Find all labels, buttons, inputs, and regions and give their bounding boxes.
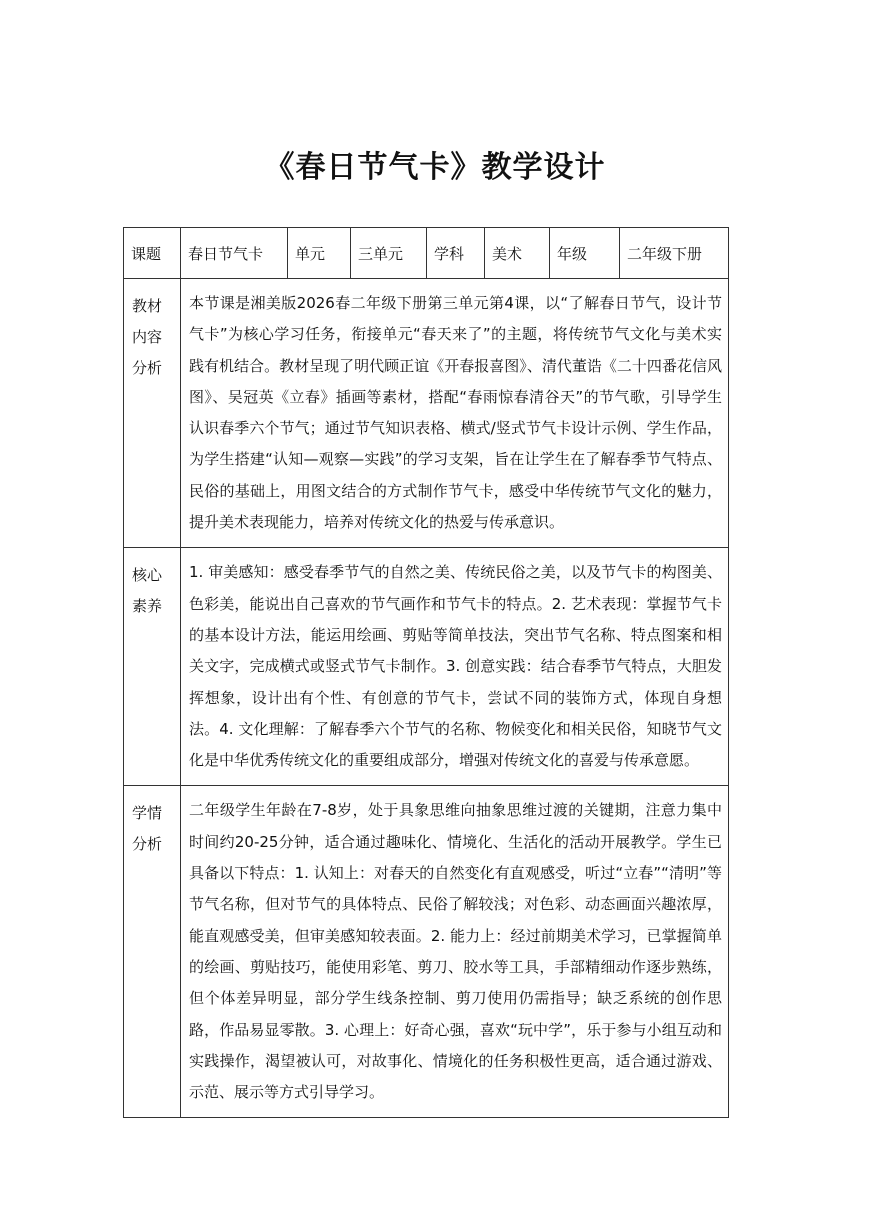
lesson-label: 课题 (124, 228, 181, 279)
section-text: 二年级学生年龄在7-8岁，处于具象思维向抽象思维过渡的关键期，注意力集中时间约20-25分钟，适合通过趣味化、情境化、生活化的活动开展教学。学生已具备以下特点：1. 认知上：对春天的自然变化有直观感受，听过“立春”“清明”等节气名称，但对节气的具体特点、民俗了解较浅；对色彩、动态画面兴趣浓厚，能直观感受美，但审美感知较表面。2. 能力上：经过前期美术学习，已掌握简单的绘画、剪贴技巧，能使用彩笔、剪刀、胶水等工具，手部精细动作逐步熟练，但个体差异明显，部分学生线条控制、剪刀使用仍需指导；缺乏系统的创作思路，作品易显零散。3. 心理上：好奇心强，喜欢“玩中学”，乐于参与小组互动和实践操作，渴望被认可，对故事化、情境化的任务积极性更高，适合通过游戏、示范、展示等方式引导学习。 (181, 786, 729, 1118)
lesson-plan-table (123, 227, 729, 1118)
section-row-student-analysis (124, 786, 729, 1118)
section-label: 核心素养 (124, 548, 181, 786)
section-text: 本节课是湘美版2026春二年级下册第三单元第4课，以“了解春日节气，设计节气卡”为核心学习任务，衔接单元“春天来了”的主题，将传统节气文化与美术实践有机结合。教材呈现了明代顾正谊《开春报喜图》、清代董诰《二十四番花信风图》、吴冠英《立春》插画等素材，搭配“春雨惊春清谷天”的节气歌，引导学生认识春季六个节气；通过节气知识表格、横式/竖式节气卡设计示例、学生作品，为学生搭建“认知—观察—实践”的学习支架，旨在让学生在了解春季节气特点、民俗的基础上，用图文结合的方式制作节气卡，感受中华传统节气文化的魅力，提升美术表现能力，培养对传统文化的热爱与传承意识。 (181, 279, 729, 548)
section-label: 学情分析 (124, 786, 181, 1118)
section-text: 1. 审美感知：感受春季节气的自然之美、传统民俗之美，以及节气卡的构图美、色彩美，能说出自己喜欢的节气画作和节气卡的特点。2. 艺术表现：掌握节气卡的基本设计方法，能运用绘画、剪贴等简单技法，突出节气名称、特点图案和相关文字，完成横式或竖式节气卡制作。3. 创意实践：结合春季节气特点，大胆发挥想象，设计出有个性、有创意的节气卡，尝试不同的装饰方式，体现自身想法。4. 文化理解：了解春季六个节气的名称、物候变化和相关民俗，知晓节气文化是中华优秀传统文化的重要组成部分，增强对传统文化的喜爱与传承意愿。 (181, 548, 729, 786)
section-row-textbook-analysis (124, 279, 729, 548)
grade-value: 二年级下册 (620, 228, 729, 279)
section-row-core-literacy (124, 548, 729, 786)
subject-label: 学科 (427, 228, 485, 279)
unit-label: 单元 (288, 228, 351, 279)
section-label: 教材内容分析 (124, 279, 181, 548)
lesson-value: 春日节气卡 (181, 228, 288, 279)
document-title: 《春日节气卡》教学设计 (264, 150, 606, 185)
header-row (124, 228, 729, 279)
unit-value: 三单元 (351, 228, 427, 279)
subject-value: 美术 (485, 228, 550, 279)
grade-label: 年级 (550, 228, 620, 279)
